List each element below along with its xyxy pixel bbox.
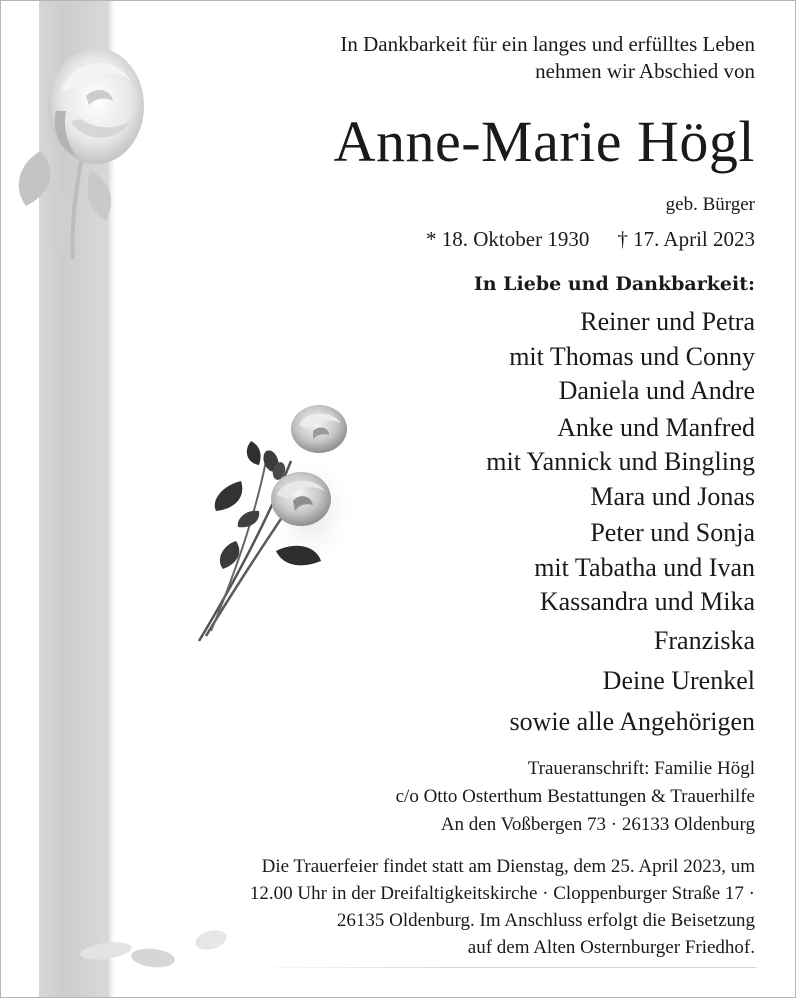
family-line: mit Yannick und Bingling <box>486 447 755 476</box>
intro-line: In Dankbarkeit für ein langes und erfülltes Leben <box>340 32 755 56</box>
family-line: Reiner und Petra <box>580 307 755 336</box>
intro-line: nehmen wir Abschied von <box>535 59 755 83</box>
family-line: Daniela und Andre <box>558 376 755 405</box>
family-group <box>486 516 755 620</box>
divider <box>241 967 757 968</box>
service-line: auf dem Alten Osternburger Friedhof. <box>467 937 755 958</box>
family-single: Deine Urenkel <box>602 666 755 695</box>
dedication-heading: In Liebe und Dankbarkeit: <box>473 273 755 295</box>
family-line: mit Tabatha und Ivan <box>534 552 755 582</box>
family-single: Franziska <box>653 625 755 655</box>
family-line: Kassandra und Mika <box>539 587 755 616</box>
address-line: Traueranschrift: Familie Högl <box>527 758 755 779</box>
family-single: sowie alle Angehörigen <box>509 706 755 736</box>
family-group <box>486 411 755 515</box>
deceased-name: Anne-Marie Högl <box>333 109 755 174</box>
service-line: 12.00 Uhr in der Dreifaltigkeitskirche · Cloppenburger Straße 17 · <box>249 883 755 904</box>
service-line: Die Trauerfeier findet statt am Dienstag, dem 25. April 2023, um <box>261 856 755 877</box>
intro-text <box>340 31 755 85</box>
family-line: mit Thomas und Conny <box>509 341 755 371</box>
birth-name: geb. Bürger <box>665 194 755 215</box>
mourning-address <box>396 755 755 839</box>
life-dates <box>426 225 755 253</box>
petal-icon <box>71 926 251 976</box>
family-group <box>486 305 755 409</box>
rose-icon <box>1 1 161 261</box>
funeral-service-info <box>250 853 755 961</box>
service-line: 26135 Oldenburg. Im Anschluss erfolgt die Beisetzung <box>336 910 755 931</box>
death-date: † 17. April 2023 <box>617 227 755 251</box>
family-line: Anke und Manfred <box>557 412 755 442</box>
family-list <box>486 305 755 745</box>
family-line: Mara und Jonas <box>590 481 755 511</box>
rose-bouquet-icon <box>181 391 361 651</box>
family-line: Peter und Sonja <box>590 518 755 547</box>
birth-date: * 18. Oktober 1930 <box>426 227 590 251</box>
address-line: c/o Otto Osterthum Bestattungen & Trauerhilfe <box>395 786 755 807</box>
address-line: An den Voßbergen 73 · 26133 Oldenburg <box>440 814 755 835</box>
